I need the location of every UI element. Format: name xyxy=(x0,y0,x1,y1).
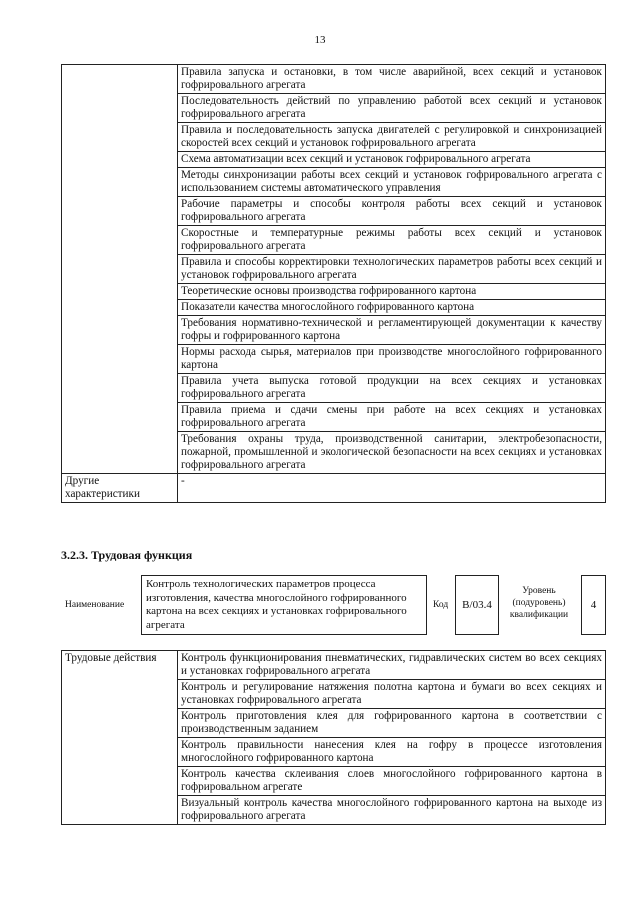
labor-action-item: Контроль правильности нанесения клея на гофру в процессе изготовления многослойного гофрированного картона xyxy=(178,738,606,767)
page-number: 13 xyxy=(314,34,326,46)
knowledge-item: Нормы расхода сырья, материалов при производстве многослойного гофрированного картона xyxy=(178,345,606,374)
knowledge-item: Правила и последовательность запуска двигателей с регулировкой и синхронизацией скоростей всех секций и установок гофрировального агрегата xyxy=(178,123,606,152)
knowledge-item: Требования нормативно-технической и регламентирующей документации к качеству гофры и гофрированного картона xyxy=(178,316,606,345)
knowledge-item: Правила запуска и остановки, в том числе аварийной, всех секций и установок гофрировального агрегата xyxy=(178,65,606,94)
labor-action-item: Контроль качества склеивания слоев многослойного гофрированного картона в гофрировальном агрегате xyxy=(178,767,606,796)
knowledge-item: Схема автоматизации всех секций и установок гофрировального агрегата xyxy=(178,152,606,168)
row-label-other-characteristics: Другие характеристики xyxy=(62,474,178,503)
knowledge-item: Правила и способы корректировки технологических параметров работы всех секций и установок гофрировального агрегата xyxy=(178,255,606,284)
function-header xyxy=(61,575,606,637)
function-level: 4 xyxy=(581,575,606,635)
knowledge-item: Последовательность действий по управлению работой всех секций и установок гофрировального агрегата xyxy=(178,94,606,123)
knowledge-item: Рабочие параметры и способы контроля работы всех секций и установок гофрировального агрегата xyxy=(178,197,606,226)
knowledge-item: Показатели качества многослойного гофрированного картона xyxy=(178,300,606,316)
knowledge-item: Правила приема и сдачи смены при работе на всех секциях и установках гофрировального агрегата xyxy=(178,403,606,432)
labor-action-item: Контроль функционирования пневматических, гидравлических систем во всех секциях и установках гофрировального агрегата xyxy=(178,651,606,680)
labor-actions-table xyxy=(61,650,606,825)
knowledge-item: Требования охраны труда, производственной санитарии, электробезопасности, пожарной, промышленной и экологической безопасности на всех секциях и установках гофрировального агрегата xyxy=(178,432,606,474)
function-name: Контроль технологических параметров процесса изготовления, качества многослойного гофрированного картона на всех секциях и установках гофрировального агрегата xyxy=(141,575,427,635)
other-characteristics-value: - xyxy=(178,474,606,503)
section-heading: 3.2.3. Трудовая функция xyxy=(61,548,193,562)
function-code: B/03.4 xyxy=(455,575,499,635)
code-label: Код xyxy=(433,600,449,610)
table-row xyxy=(62,651,606,680)
knowledge-table xyxy=(61,64,606,503)
level-label: Уровень (подуровень) квалификации xyxy=(509,586,569,620)
row-label-labor-actions: Трудовые действия xyxy=(62,651,178,825)
knowledge-item: Правила учета выпуска готовой продукции на всех секциях и установках гофрировального агрегата xyxy=(178,374,606,403)
knowledge-item: Теоретические основы производства гофрированного картона xyxy=(178,284,606,300)
labor-action-item: Визуальный контроль качества многослойного гофрированного картона на выходе из гофрировального агрегата xyxy=(178,796,606,825)
knowledge-item: Методы синхронизации работы всех секций и установок гофрировального агрегата с использованием системы автоматического управления xyxy=(178,168,606,197)
labor-action-item: Контроль приготовления клея для гофрированного картона в соответствии с производственным заданием xyxy=(178,709,606,738)
name-label: Наименование xyxy=(65,600,125,610)
row-label xyxy=(62,65,178,474)
knowledge-item: Скоростные и температурные режимы работы всех секций и установок гофрировального агрегата xyxy=(178,226,606,255)
table-row xyxy=(62,474,606,503)
table-row xyxy=(62,65,606,94)
labor-action-item: Контроль и регулирование натяжения полотна картона и бумаги во всех секциях и установках гофрировального агрегата xyxy=(178,680,606,709)
